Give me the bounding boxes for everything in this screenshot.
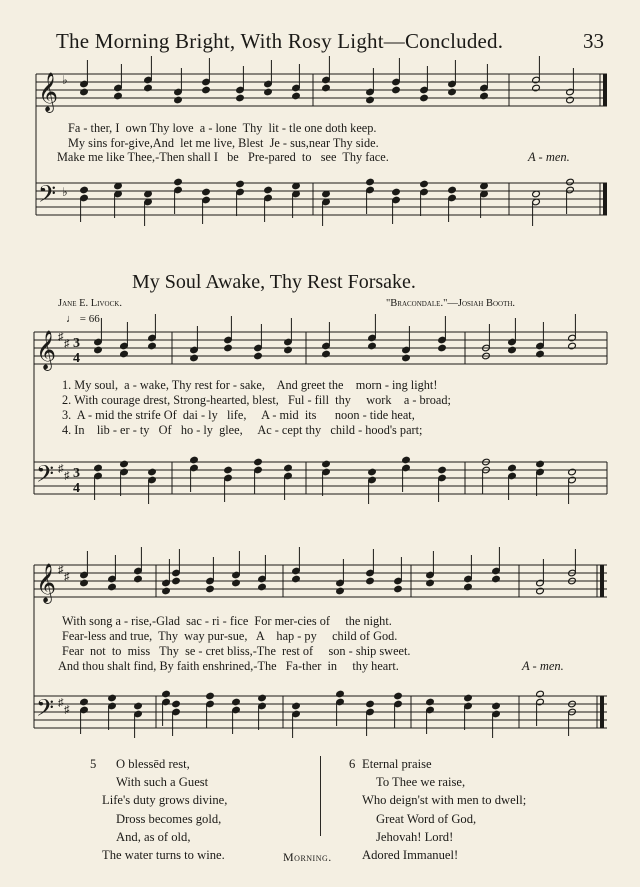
note-head	[426, 579, 435, 587]
note-head	[366, 700, 375, 708]
page-footer: Morning.	[283, 850, 332, 864]
svg-text:𝄞: 𝄞	[38, 72, 59, 112]
note-head	[134, 575, 143, 583]
note-head	[536, 587, 545, 595]
verse-6-line: To Thee we raise,	[376, 775, 466, 790]
svg-text:4: 4	[73, 351, 80, 366]
hymn1-lyric-line-3: Make me like Thee,-Then shall I be Pre-pared to see Thy face.	[57, 150, 389, 164]
note-head	[80, 579, 89, 587]
verse1-line-3: 3. A - mid the strife Of dai - ly life, A - mid its noon - tide heat,	[62, 408, 415, 422]
svg-text:♯: ♯	[58, 463, 64, 475]
svg-text:♯: ♯	[64, 338, 70, 350]
note-head	[258, 583, 267, 591]
note-head	[162, 587, 171, 595]
note-head	[172, 700, 181, 708]
verse-6-number: 6	[349, 757, 356, 771]
verse2-line-2: Fear-less and true, Thy way pur-sue, A hap - py child of God.	[62, 629, 398, 643]
svg-text:♭: ♭	[62, 73, 68, 87]
svg-text:4: 4	[73, 481, 80, 496]
note-head	[162, 690, 171, 698]
svg-text:♯: ♯	[58, 331, 64, 343]
svg-text:♯: ♯	[64, 470, 70, 482]
note-head	[492, 575, 501, 583]
verse-6-line: Adored Immanuel!	[362, 848, 459, 863]
note-head	[80, 698, 89, 706]
note-head	[206, 692, 215, 700]
verse-5-line: The water turns to wine.	[102, 848, 225, 863]
svg-text:♯: ♯	[64, 704, 70, 716]
note-head	[108, 583, 117, 591]
hymn2-amen: A - men.	[522, 659, 564, 673]
note-head	[232, 698, 241, 706]
svg-text:𝄞: 𝄞	[36, 330, 57, 370]
note-head	[206, 585, 215, 593]
verse-5-line: And, as of old,	[116, 829, 191, 844]
svg-text:♯: ♯	[64, 571, 70, 583]
verse-6-line: Eternal praise	[362, 757, 432, 771]
note-head	[292, 702, 301, 710]
verse1-line-2: 2. With courage drest, Strong-hearted, blest, Ful - fill thy work a - broad;	[62, 393, 451, 407]
hymn1-amen: A - men.	[528, 150, 570, 164]
note-head	[292, 575, 301, 583]
note-head	[464, 694, 473, 702]
verse2-line-4: And thou shalt find, By faith enshrined,-The Fa-ther in thy heart.	[58, 659, 399, 673]
note-head	[336, 587, 345, 595]
note-head	[258, 694, 267, 702]
hymn-tune: "Bracondale."—Josiah Booth.	[386, 298, 516, 309]
verse-5-line: Life's duty grows divine,	[102, 793, 228, 808]
verse-5-line: O blessēd rest,	[116, 757, 190, 771]
verse-divider	[320, 756, 321, 836]
hymn1-lyric-line-2: My sins for-give,And let me live, Blest Je - sus,near Thy side.	[68, 136, 379, 150]
note-head	[464, 583, 473, 591]
note-head	[134, 702, 143, 710]
svg-text:𝄢: 𝄢	[38, 180, 57, 213]
verse-6-line: Great Word of God,	[376, 811, 477, 826]
note-head	[232, 579, 241, 587]
verse-5-line: With such a Guest	[116, 775, 209, 790]
svg-text:𝄢: 𝄢	[36, 694, 55, 727]
note-head	[394, 585, 403, 593]
svg-text:♯: ♯	[58, 697, 64, 709]
note-head	[172, 577, 181, 585]
svg-text:♯: ♯	[58, 564, 64, 576]
verse-5-line: Dross becomes gold,	[116, 811, 222, 826]
verse-6-line: Who deign'st with men to dwell;	[362, 793, 527, 808]
note-head	[426, 698, 435, 706]
note-head	[108, 694, 117, 702]
verse-6-line: Jehovah! Lord!	[376, 829, 454, 844]
note-head	[394, 692, 403, 700]
verse1-line-1: 1. My soul, a - wake, Thy rest for - sake, And greet the morn - ing light!	[62, 378, 438, 392]
svg-text:♭: ♭	[62, 185, 68, 199]
page-number: 33	[583, 29, 604, 53]
svg-text:3: 3	[73, 466, 80, 481]
verse1-line-4: 4. In lib - er - ty Of ho - ly glee, Ac - cept thy child - hood's part;	[62, 423, 423, 437]
svg-text:𝄞: 𝄞	[36, 563, 57, 603]
verse2-line-1: With song a - rise,-Glad sac - ri - fice For mer-cies of the night.	[62, 614, 392, 628]
verse-6	[362, 755, 526, 864]
hymn-author: Jane E. Livock.	[58, 298, 122, 309]
note-head	[492, 702, 501, 710]
note-head	[336, 690, 345, 698]
hymn1-lyric-line-1: Fa - ther, I own Thy love a - lone Thy lit - tle one doth keep.	[68, 121, 377, 135]
verse2-line-3: Fear not to miss Thy se - cret bliss,-The rest of son - ship sweet.	[62, 644, 411, 658]
svg-text:3: 3	[73, 336, 80, 351]
svg-text:𝄢: 𝄢	[36, 460, 55, 493]
tempo-marking: ♩ = 66	[66, 313, 100, 325]
note-head	[366, 577, 375, 585]
verse-5-number: 5	[90, 757, 97, 771]
note-head	[536, 690, 545, 698]
verse-5	[100, 755, 227, 864]
running-title: The Morning Bright, With Rosy Light—Concluded.	[56, 29, 504, 53]
hymn-title: My Soul Awake, Thy Rest Forsake.	[132, 271, 416, 293]
